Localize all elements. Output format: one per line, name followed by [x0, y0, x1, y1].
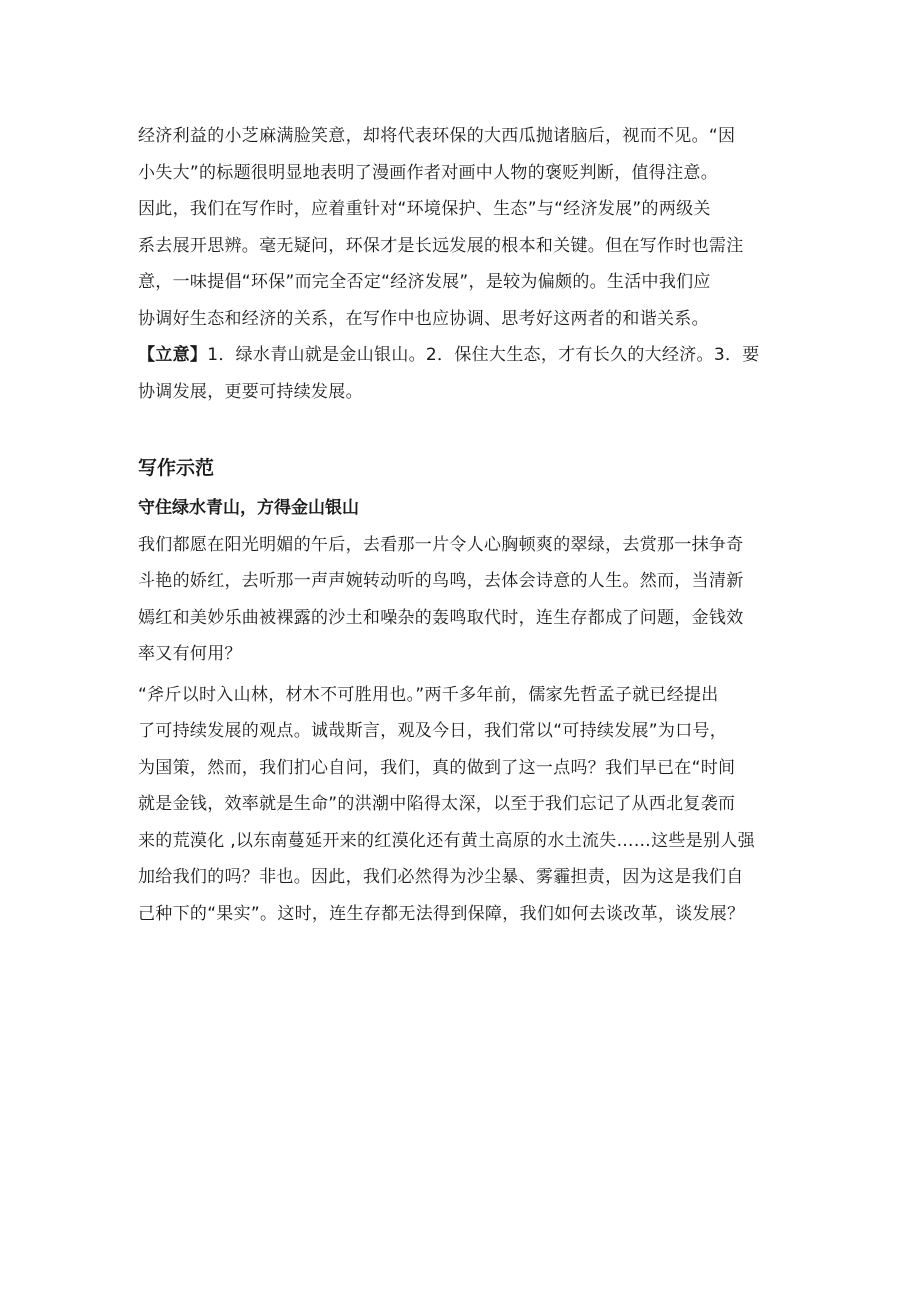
essay-title: 守住绿水青山，方得金山银山: [138, 498, 359, 518]
text-line: 己种下的“果实”。这时，连生存都无法得到保障，我们如何去谈改革，谈发展？: [138, 903, 745, 924]
text-line: 因此，我们在写作时，应着重针对“环境保护、生态”与“经济发展”的两级关: [138, 199, 711, 219]
text-line: 小失大”的标题很明显地表明了漫画作者对画中人物的褒贬判断，值得注意。: [138, 162, 719, 183]
liyi-text: 1．绿水青山就是金山银山。2．保住大生态，才有长久的大经济。3．要: [207, 345, 760, 365]
text-line: 为国策，然而，我们扪心自问，我们，真的做到了这一点吗？我们早已在“时间: [138, 757, 736, 778]
analysis-paragraph: [138, 118, 798, 337]
section-spacer: [138, 410, 798, 450]
text-line: 来的荒漠化 ,以东南蔓延开来的红漠化还有黄土高原的水土流失……这些是别人强: [138, 830, 755, 851]
text-line: [138, 337, 798, 374]
text-line: 斗艳的娇红，去听那一声声婉转动听的鸟鸣，去体会诗意的人生。然而，当清新: [138, 571, 744, 591]
essay-paragraph-1: [138, 527, 798, 673]
text-line: “斧斤以时入山林，材木不可胜用也。”两千多年前，儒家先哲孟子就已经提出: [138, 684, 719, 705]
liyi-paragraph: [138, 337, 798, 410]
section-title: 写作示范: [138, 457, 215, 479]
text-line: 经济利益的小芝麻满脸笑意，却将代表环保的大西瓜抛诸脑后，视而不见。“因: [138, 126, 736, 146]
text-line: 协调发展，更要可持续发展。: [138, 381, 363, 402]
liyi-label: 【立意】: [138, 345, 208, 365]
text-line: 率又有何用？: [138, 644, 242, 664]
text-line: 系去展开思辨。毫无疑问，环保才是长远发展的根本和关键。但在写作时也需注: [138, 235, 744, 256]
text-line: 就是金钱，效率就是生命”的洪潮中陷得太深，以至于我们忘记了从西北复袭而: [138, 794, 736, 814]
essay-paragraph-2: [138, 677, 798, 933]
document-page: [138, 118, 798, 932]
text-line: 协调好生态和经济的关系，在写作中也应协调、思考好这两者的和谐关系。: [138, 308, 709, 329]
text-line: 了可持续发展的观点。诚哉斯言，观及今日，我们常以“可持续发展”为口号，: [138, 721, 728, 741]
text-line: 意，一味提倡“环保”而完全否定“经济发展”，是较为偏颇的。生活中我们应: [138, 272, 711, 292]
text-line: 我们都愿在阳光明媚的午后，去看那一片令人心胸顿爽的翠绿，去赏那一抹争奇: [138, 534, 744, 555]
text-line: 加给我们的吗？非也。因此，我们必然得为沙尘暴、雾霾担责，因为这是我们自: [138, 867, 744, 887]
text-line: 嫣红和美妙乐曲被裸露的沙土和噪杂的轰鸣取代时，连生存都成了问题，金钱效: [138, 607, 744, 628]
